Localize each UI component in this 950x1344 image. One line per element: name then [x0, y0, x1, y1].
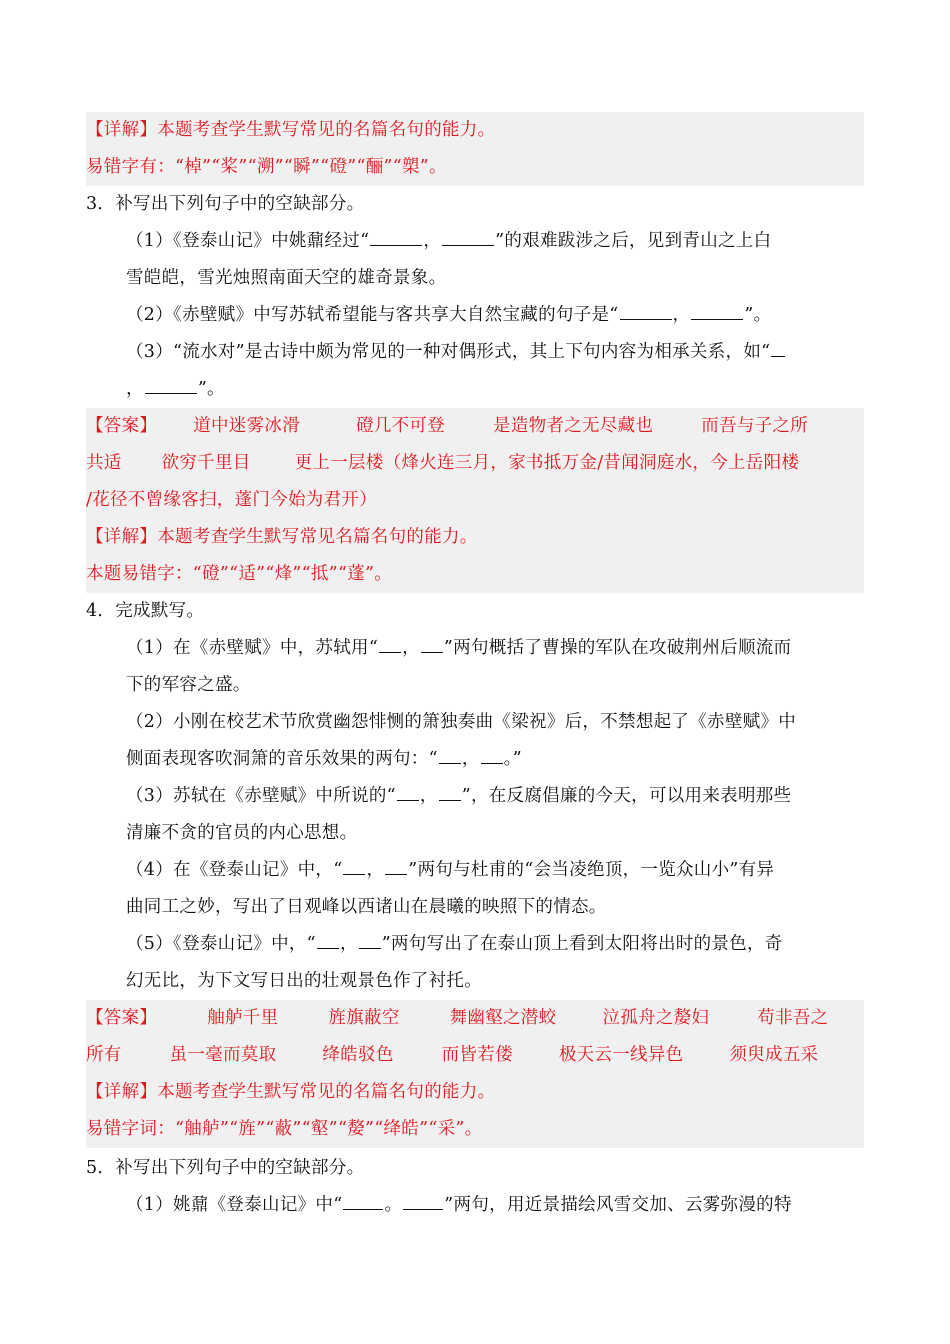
q3-item-3-cont: ， ”。	[126, 379, 225, 399]
fill-blank	[439, 799, 461, 801]
fill-blank	[620, 318, 672, 320]
q4-item-2-cont: 侧面表现客吹洞箫的音乐效果的两句：“ ， 。”	[126, 749, 522, 769]
fill-blank	[343, 1208, 383, 1210]
q4-item-5-cont: 幻无比，为下文写日出的壮观景色作了衬托。	[126, 971, 482, 991]
fill-blank	[771, 355, 785, 357]
q3-detail: 【详解】本题考查学生默写常见名篇名句的能力。	[86, 519, 864, 556]
q4-error-chars: 易错字词：“舳舻”“旌”“蔽”“壑”“嫠”“绛皓”“采”。	[86, 1111, 864, 1148]
q3-answer-line-3: /花径不曾缘客扫，蓬门今始为君开）	[86, 482, 864, 519]
q4-answer-line-2: 所有 虽一毫而莫取 绛皓驳色 而皆若偻 极天云一线异色 须臾成五采	[86, 1037, 864, 1074]
fill-blank	[145, 392, 197, 394]
fill-blank	[359, 947, 381, 949]
fill-blank	[691, 318, 743, 320]
q3-error-chars: 本题易错字：“磴”“适”“烽”“抵”“蓬”。	[86, 556, 864, 593]
fill-blank	[385, 873, 407, 875]
detail-text: 【详解】本题考查学生默写常见的名篇名句的能力。	[86, 112, 864, 149]
q4-item-2: （2）小刚在校艺术节欣赏幽怨悱恻的箫独奏曲《梁祝》后，不禁想起了《赤壁赋》中	[126, 712, 797, 732]
fill-blank	[343, 873, 365, 875]
question-3-title: 3．补写出下列句子中的空缺部分。	[86, 194, 365, 214]
fill-blank	[481, 762, 503, 764]
q3-item-2: （2）《赤壁赋》中写苏轼希望能与客共享大自然宝藏的句子是“ ， ”。	[126, 305, 772, 325]
fill-blank	[379, 651, 401, 653]
fill-blank	[442, 244, 494, 246]
question-5-title: 5．补写出下列句子中的空缺部分。	[86, 1158, 365, 1178]
q4-item-3-cont: 清廉不贪的官员的内心思想。	[126, 823, 358, 843]
q4-answer-line-1: 【答案】 舳舻千里 旌旗蔽空 舞幽壑之潜蛟 泣孤舟之嫠妇 苟非吾之	[86, 1000, 864, 1037]
question-4-title: 4．完成默写。	[86, 601, 205, 621]
q3-item-3: （3）“流水对”是古诗中颇为常见的一种对偶形式，其上下句内容为相承关系，如“	[126, 334, 864, 371]
fill-blank	[370, 244, 422, 246]
q4-item-5: （5）《登泰山记》中，“ ， ”两句写出了在泰山顶上看到太阳将出时的景色，奇	[126, 934, 783, 954]
q5-item-1: （1）姚鼐《登泰山记》中“ 。 ”两句，用近景描绘风雪交加、云雾弥漫的特	[126, 1195, 792, 1215]
q3-item-1-cont: 雪皑皑，雪光烛照南面天空的雄奇景象。	[126, 268, 447, 288]
q3-answer-line-1: 【答案】 道中迷雾冰滑 磴几不可登 是造物者之无尽藏也 而吾与子之所	[86, 408, 864, 445]
fill-blank	[403, 1208, 443, 1210]
q3-answer-line-2: 共适 欲穷千里目 更上一层楼（烽火连三月，家书抵万金/昔闻洞庭水，今上岳阳楼	[86, 445, 864, 482]
error-chars-text: 易错字有：“棹”“桨”“溯”“瞬”“磴”“酾”“槊”。	[86, 149, 864, 186]
q3-item-1: （1）《登泰山记》中姚鼐经过“ ， ”的艰难跋涉之后，见到青山之上白	[126, 231, 772, 251]
fill-blank	[317, 947, 339, 949]
q4-item-1-cont: 下的军容之盛。	[126, 675, 251, 695]
q4-item-3: （3）苏轼在《赤壁赋》中所说的“ ， ”，在反腐倡廉的今天，可以用来表明那些	[126, 786, 792, 806]
q4-item-4-cont: 曲同工之妙，写出了日观峰以西诸山在晨曦的映照下的情态。	[126, 897, 607, 917]
q4-item-1: （1）在《赤壁赋》中，苏轼用“ ， ”两句概括了曹操的军队在攻破荆州后顺流而	[126, 638, 792, 658]
fill-blank	[421, 651, 443, 653]
fill-blank	[397, 799, 419, 801]
q4-detail: 【详解】本题考查学生默写常见的名篇名句的能力。	[86, 1074, 864, 1111]
q4-item-4: （4）在《登泰山记》中，“ ， ”两句与杜甫的“会当凌绝顶，一览众山小”有异	[126, 860, 775, 880]
fill-blank	[439, 762, 461, 764]
